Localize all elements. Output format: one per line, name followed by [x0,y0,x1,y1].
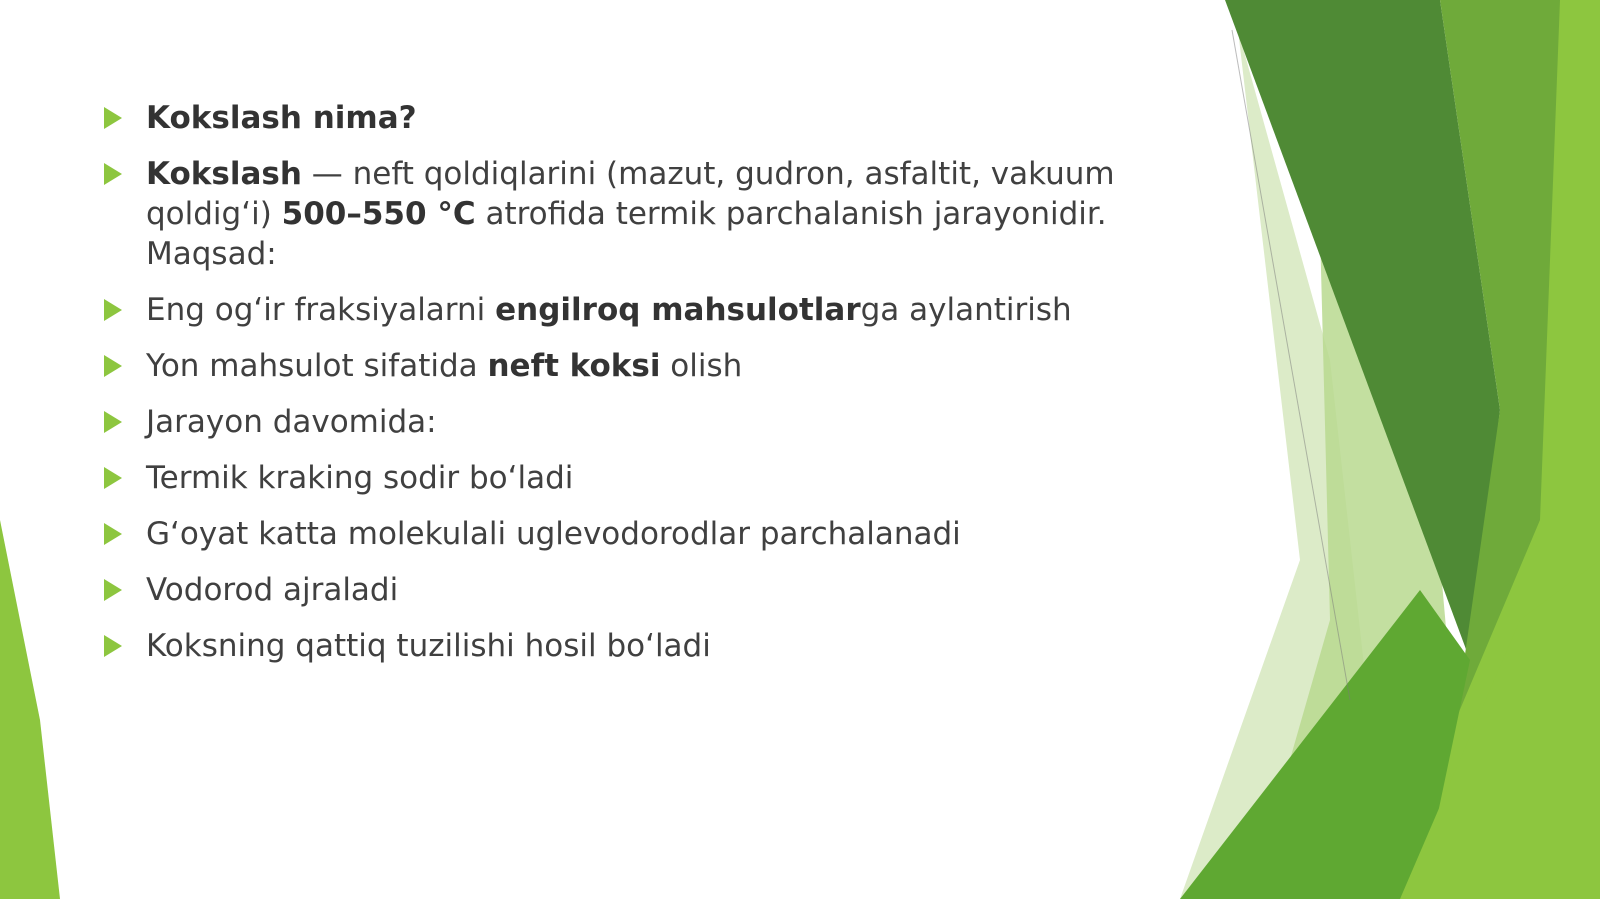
bullet-arrow-icon [104,579,122,601]
bullet-item [100,570,1120,610]
bullet-text: olish [660,348,743,384]
bullet-arrow-icon [104,635,122,657]
bullet-arrow-icon [104,163,122,185]
bullet-arrow-icon [104,523,122,545]
bullet-list [100,98,1120,682]
bullet-item [100,458,1120,498]
bullet-text: Koksning qattiq tuzilishi hosil bo‘ladi [146,628,711,664]
bullet-text: Eng og‘ir fraksiyalarni [146,292,496,328]
bullet-arrow-icon [104,467,122,489]
bullet-arrow-icon [104,411,122,433]
bullet-item [100,514,1120,554]
bullet-bold-text: Kokslash nima? [146,100,417,136]
bullet-text: Vodorod ajraladi [146,572,399,608]
bullet-text: atrofida termik parchalanish jarayonidir. Maqsad: [146,196,1107,272]
bullet-item [100,402,1120,442]
bullet-text: Termik kraking sodir bo‘ladi [146,460,574,496]
bullet-item [100,626,1120,666]
bullet-text: Jarayon davomida: [146,404,437,440]
bullet-item [100,98,1120,138]
bullet-text: G‘oyat katta molekulali uglevodorodlar parchalanadi [146,516,961,552]
bullet-arrow-icon [104,355,122,377]
left-green-facet [0,520,60,899]
bullet-text: — neft qoldiqlarini (mazut, gudron, asfaltit, vakuum qoldig‘i) [146,156,1115,232]
bullet-bold-text: engilroq mahsulotlar [495,292,861,328]
bullet-text: ga aylantirish [860,292,1072,328]
bullet-arrow-icon [104,299,122,321]
bullet-arrow-icon [104,107,122,129]
bullet-bold-text: 500–550 °C [281,196,476,232]
bullet-text: Yon mahsulot sifatida [146,348,488,384]
bullet-bold-text: neft koksi [487,348,661,384]
bullet-bold-text: Kokslash [146,156,302,192]
bullet-item [100,154,1120,274]
bullet-item [100,290,1120,330]
bullet-item [100,346,1120,386]
